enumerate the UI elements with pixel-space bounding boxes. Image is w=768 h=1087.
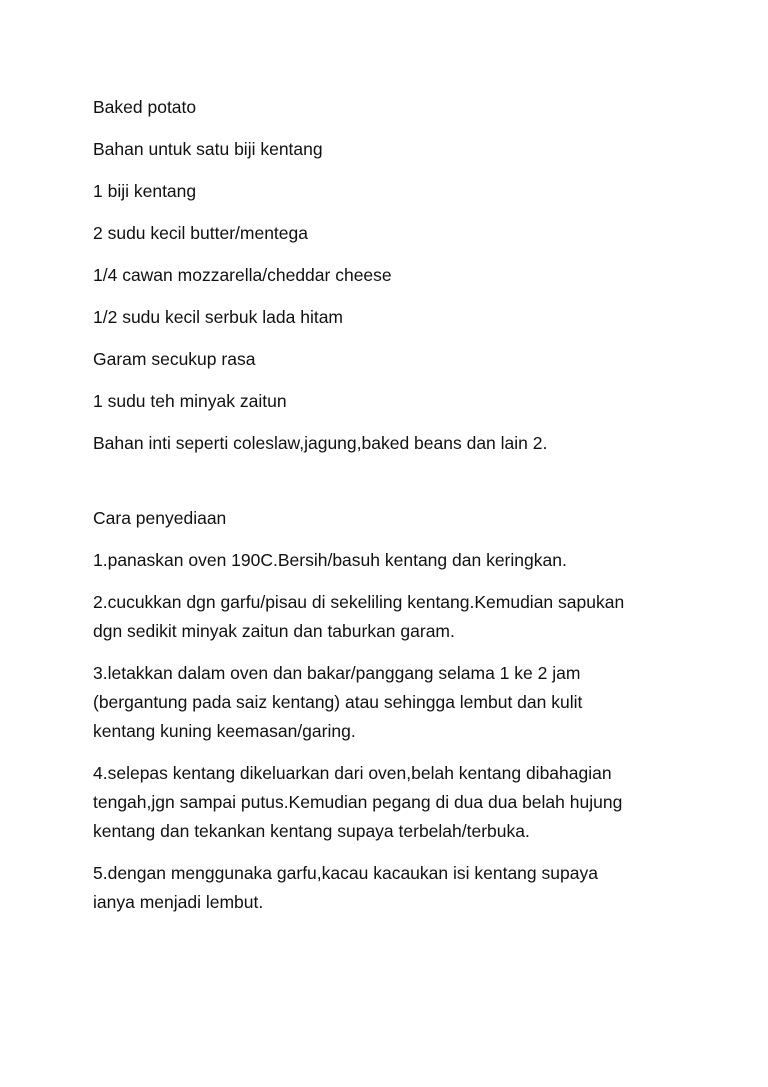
method-step-line: kentang dan tekankan kentang supaya terbelah/terbuka. <box>93 821 530 841</box>
ingredient-item: 1/4 cawan mozzarella/cheddar cheese <box>93 265 392 285</box>
method-step-line: tengah,jgn sampai putus.Kemudian pegang di dua dua belah hujung <box>93 792 623 812</box>
ingredients-heading: Bahan untuk satu biji kentang <box>93 139 323 159</box>
method-step-line: 3.letakkan dalam oven dan bakar/panggang selama 1 ke 2 jam <box>93 663 581 683</box>
method-step <box>93 588 693 646</box>
method-step-line: (bergantung pada saiz kentang) atau sehingga lembut dan kulit <box>93 692 583 712</box>
method-step-line: 2.cucukkan dgn garfu/pisau di sekeliling kentang.Kemudian sapukan <box>93 592 625 612</box>
ingredient-item: 2 sudu kecil butter/mentega <box>93 223 308 243</box>
ingredient-item: Bahan inti seperti coleslaw,jagung,baked beans dan lain 2. <box>93 433 548 453</box>
ingredient-item: 1/2 sudu kecil serbuk lada hitam <box>93 307 343 327</box>
ingredient-item: 1 sudu teh minyak zaitun <box>93 391 287 411</box>
method-step-line: 1.panaskan oven 190C.Bersih/basuh kentang dan keringkan. <box>93 550 567 570</box>
method-step-line: ianya menjadi lembut. <box>93 892 264 912</box>
method-step-line: dgn sedikit minyak zaitun dan taburkan garam. <box>93 621 455 641</box>
method-step-line: kentang kuning keemasan/garing. <box>93 721 356 741</box>
method-step <box>93 659 693 746</box>
method-heading: Cara penyediaan <box>93 508 227 528</box>
method-step <box>93 759 693 846</box>
recipe-title: Baked potato <box>93 97 197 117</box>
method-step <box>93 859 693 917</box>
ingredient-item: Garam secukup rasa <box>93 349 256 369</box>
ingredient-item: 1 biji kentang <box>93 181 197 201</box>
method-step <box>93 546 693 575</box>
document-body <box>93 93 693 930</box>
method-step-line: 4.selepas kentang dikeluarkan dari oven,belah kentang dibahagian <box>93 763 612 783</box>
method-step-line: 5.dengan menggunaka garfu,kacau kacaukan isi kentang supaya <box>93 863 598 883</box>
